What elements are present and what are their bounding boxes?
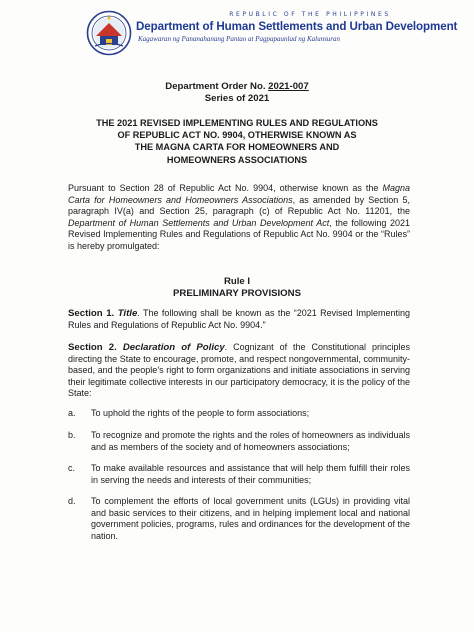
- list-item: [68, 408, 410, 420]
- list-item: [68, 430, 410, 453]
- section-number: Section 1.: [68, 308, 118, 319]
- list-letter: a.: [68, 408, 76, 418]
- title-line: HOMEOWNERS ASSOCIATIONS: [166, 154, 308, 165]
- intro-law-title: Magna Carta for Homeowners and Homeowners Associations: [68, 183, 410, 205]
- order-label: Department Order No.: [165, 81, 269, 92]
- order-series: Series of 2021: [204, 93, 270, 104]
- department-name: Department of Human Settlements and Urban Development: [136, 20, 458, 33]
- list-text: To make available resources and assistance that will help them fulfill their roles in serving the needs and interests of their communities;: [91, 463, 410, 485]
- title-line: THE MAGNA CARTA FOR HOMEOWNERS AND: [134, 142, 340, 153]
- section-number: Section 2.: [68, 342, 123, 353]
- document-title: [60, 117, 414, 166]
- order-heading: [0, 81, 474, 105]
- list-text: To recognize and promote the rights and the roles of homeowners as individuals and as members of the society and of homeowners associations;: [91, 430, 410, 452]
- intro-paragraph: [68, 183, 410, 253]
- republic-label: REPUBLIC OF THE PHILIPPINES: [229, 11, 391, 18]
- section-2: [68, 342, 410, 400]
- intro-text: , as amended by Section 5, paragraph IV(a) and Section 25, paragraph (c) of Republic Act No. 11201, the: [68, 194, 410, 217]
- section-title: Title: [117, 308, 138, 319]
- list-letter: d.: [68, 496, 76, 506]
- section-title: Declaration of Policy: [122, 342, 225, 353]
- rule-number: Rule I: [223, 276, 251, 287]
- section-text: . Cognizant of the Constitutional principles directing the State to encourage, promote, and respect nongovernmental, community-based, and the people’s right to form organizations and initiate associations in serving their legitimate collective interests in our participatory democracy, it is the policy of the State:: [68, 342, 410, 399]
- department-motto: Kagawaran ng Pananahanang Pantao at Pagpapaunlad ng Kalunsuran: [138, 35, 341, 43]
- list-item: [68, 463, 410, 486]
- intro-text: , the following 2021 Revised Implementing Rules and Regulations of Republic Act No. 9904 or the “Rules” is hereby promulgated:: [68, 217, 410, 251]
- letterhead: [86, 6, 458, 66]
- section-1: [68, 308, 410, 331]
- rule-heading: [0, 276, 474, 300]
- letterhead-text: [136, 6, 458, 43]
- intro-text: Pursuant to Section 28 of Republic Act No. 9904, otherwise known as the: [68, 183, 383, 193]
- order-number: 2021-007: [268, 81, 309, 92]
- section-label: [68, 342, 225, 353]
- list-text: To complement the efforts of local government units (LGUs) in providing vital and basic services to their citizens, and in helping implement local and national government policies, programs, rules and ordinances for the development of the nation.: [91, 496, 410, 541]
- list-letter: c.: [68, 463, 76, 473]
- list-letter: b.: [68, 430, 76, 440]
- section-label: [68, 308, 137, 319]
- list-text: To uphold the rights of the people to form associations;: [91, 408, 310, 418]
- list-item: [68, 496, 410, 542]
- order-number-line: [0, 81, 474, 93]
- rule-name: PRELIMINARY PROVISIONS: [173, 288, 301, 300]
- section-text: . The following shall be known as the “2021 Revised Implementing Rules and Regulations of Republic Act No. 9904.”: [68, 308, 411, 330]
- intro-act-title: Department of Human Settlements and Urban Development Act: [68, 217, 330, 228]
- dhsud-seal-icon: [86, 10, 132, 56]
- title-line: THE 2021 REVISED IMPLEMENTING RULES AND REGULATIONS: [96, 118, 378, 128]
- title-line: OF REPUBLIC ACT NO. 9904, OTHERWISE KNOWN AS: [117, 130, 357, 141]
